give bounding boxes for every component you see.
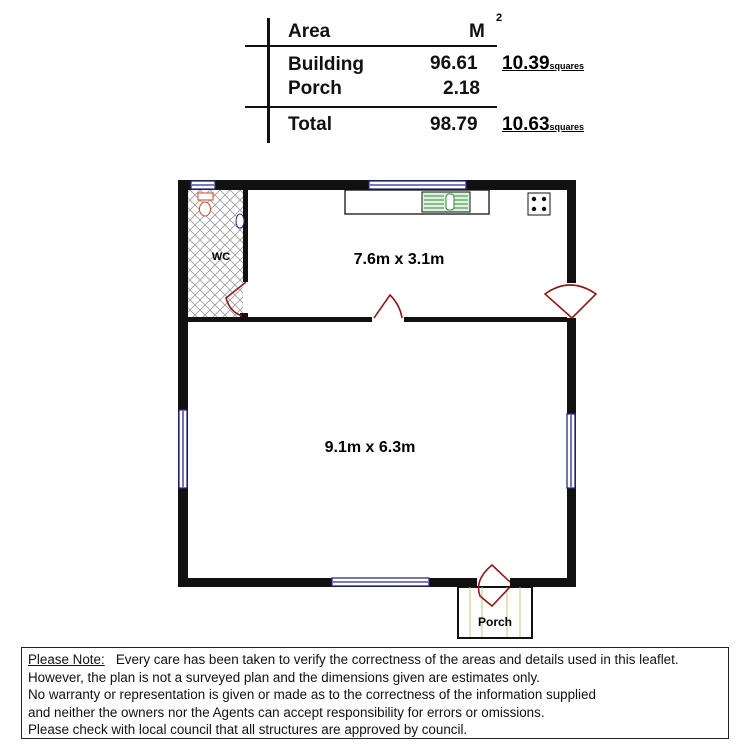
door-kitchen <box>374 295 402 318</box>
sink-icon <box>422 192 470 212</box>
area-header: Area <box>288 21 331 42</box>
unit-header: M <box>469 21 485 42</box>
building-label: Building <box>288 54 364 75</box>
porch-value: 2.18 <box>443 78 480 99</box>
basin-icon <box>236 214 244 228</box>
disclaimer-line-4: and neither the owners nor the Agents can accept responsibility for errors or omissions. <box>28 704 545 720</box>
disclaimer-box <box>21 647 729 739</box>
disclaimer-line-2: However, the plan is not a surveyed plan and the dimensions given are estimates only. <box>28 669 540 685</box>
building-value: 96.61 <box>430 53 478 74</box>
disclaimer-line-5: Please check with local council that all structures are approved by council. <box>28 722 468 737</box>
unit-exponent: 2 <box>496 12 503 24</box>
total-squares: 10.63squares <box>502 114 585 135</box>
main-room-dimensions: 9.1m x 6.3m <box>324 439 416 456</box>
disclaimer-line-1 <box>28 651 722 669</box>
building-squares: 10.39squares <box>502 53 585 74</box>
total-value: 98.79 <box>430 114 478 135</box>
porch-steps <box>458 587 532 638</box>
note-text-1: Every care has been taken to verify the correctness of the areas and details used in this leaflet. <box>115 652 679 667</box>
stove-icon <box>528 193 550 215</box>
porch-label: Porch <box>477 615 513 629</box>
total-label: Total <box>288 114 332 135</box>
wc-label: WC <box>211 251 231 263</box>
kitchen-dimensions: 7.6m x 3.1m <box>353 251 445 268</box>
door-side <box>545 285 596 318</box>
porch-label: Porch <box>288 78 342 99</box>
disclaimer-line-3: No warranty or representation is given or made as to the correctness of the information supplied <box>28 687 596 702</box>
note-heading: Please Note: <box>28 652 105 667</box>
